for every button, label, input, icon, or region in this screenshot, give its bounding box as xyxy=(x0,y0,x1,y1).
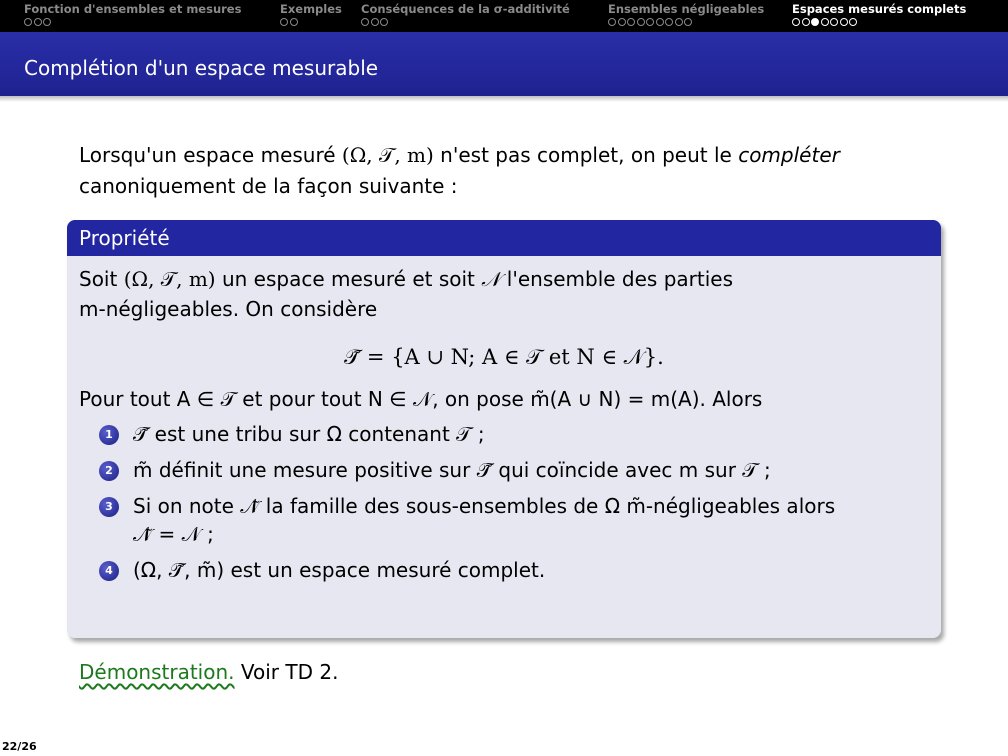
nav-dot[interactable] xyxy=(821,18,829,26)
frame-title: Complétion d'un espace mesurable xyxy=(24,56,379,80)
list-item xyxy=(79,556,929,584)
nav-dot[interactable] xyxy=(380,18,388,26)
nav-dot-current[interactable] xyxy=(811,18,819,26)
nav-dot[interactable] xyxy=(290,18,298,26)
list-item-text: (Ω, 𝒯̃, m̃) est un espace mesuré complet. xyxy=(133,558,546,582)
nav-dot[interactable] xyxy=(280,18,288,26)
nav-section-1[interactable] xyxy=(24,2,241,29)
nav-dot[interactable] xyxy=(646,18,654,26)
list-item xyxy=(79,456,929,484)
nav-dots xyxy=(280,16,342,29)
nav-dot[interactable] xyxy=(830,18,838,26)
block-title: Propriété xyxy=(79,226,170,250)
page-number: 22/26 xyxy=(2,740,37,753)
list-item xyxy=(79,492,929,548)
intro-text: n'est pas complet, on peut le xyxy=(433,143,739,167)
nav-dot[interactable] xyxy=(618,18,626,26)
block-title-bar xyxy=(67,220,941,256)
nav-dot[interactable] xyxy=(371,18,379,26)
intro-text: Lorsqu'un espace mesuré xyxy=(79,143,342,167)
nav-dot[interactable] xyxy=(608,18,616,26)
block-paragraph: Pour tout A ∈ 𝒯 et pour tout N ∈ 𝒩, on pose m̃(A ∪ N) = m(A). Alors xyxy=(79,387,763,411)
nav-dots xyxy=(24,16,241,29)
demonstration-text: Voir TD 2. xyxy=(234,660,339,684)
nav-dot[interactable] xyxy=(665,18,673,26)
enum-bullet: 3 xyxy=(99,497,119,517)
nav-dot[interactable] xyxy=(684,18,692,26)
block-body xyxy=(67,256,941,600)
nav-dot[interactable] xyxy=(361,18,369,26)
demonstration-label: Démonstration. xyxy=(79,660,235,684)
enum-bullet: 2 xyxy=(99,461,119,481)
block-text: Soit xyxy=(79,267,124,291)
nav-dot[interactable] xyxy=(849,18,857,26)
block-math: 𝒩 xyxy=(481,267,501,291)
nav-dot[interactable] xyxy=(637,18,645,26)
nav-dot[interactable] xyxy=(840,18,848,26)
nav-dot[interactable] xyxy=(24,18,32,26)
list-item-text: 𝒯̃ est une tribu sur Ω contenant 𝒯 ; xyxy=(133,422,485,446)
frame-title-bar xyxy=(0,32,1008,96)
demonstration xyxy=(79,660,338,684)
list-item xyxy=(79,420,929,448)
enum-bullet: 1 xyxy=(99,425,119,445)
block-paragraph: m-négligeables. On considère xyxy=(79,297,378,321)
list-item-text: m̃ définit une mesure positive sur 𝒯̃ qui coïncide avec m sur 𝒯 ; xyxy=(133,458,771,482)
nav-section-title: Exemples xyxy=(280,2,342,16)
intro-paragraph xyxy=(79,140,919,202)
property-list xyxy=(79,420,929,584)
property-block xyxy=(67,220,941,638)
nav-dot[interactable] xyxy=(802,18,810,26)
nav-section-title: Conséquences de la σ-additivité xyxy=(361,2,570,16)
intro-triple: (Ω, 𝒯, m) xyxy=(341,143,434,167)
nav-dots xyxy=(792,16,966,29)
section-navigation xyxy=(0,0,1008,32)
nav-dot[interactable] xyxy=(34,18,42,26)
enum-bullet: 4 xyxy=(99,561,119,581)
nav-dot[interactable] xyxy=(792,18,800,26)
intro-text: canoniquement de la façon suivante : xyxy=(79,174,458,198)
nav-section-title: Espaces mesurés complets xyxy=(792,2,967,16)
nav-section-5-active[interactable] xyxy=(792,2,966,29)
nav-dot[interactable] xyxy=(656,18,664,26)
display-equation: 𝒯̃ = {A ∪ N; A ∈ 𝒯 et N ∈ 𝒩}. xyxy=(344,345,664,369)
nav-section-3[interactable] xyxy=(361,2,570,29)
nav-section-title: Fonction d'ensembles et mesures xyxy=(24,2,242,16)
nav-dot[interactable] xyxy=(43,18,51,26)
nav-section-title: Ensembles négligeables xyxy=(608,2,765,16)
block-text: l'ensemble des parties xyxy=(500,267,734,291)
block-math: (Ω, 𝒯, m) xyxy=(123,267,216,291)
nav-dots xyxy=(608,16,764,29)
nav-section-2[interactable] xyxy=(280,2,342,29)
list-item-text: Si on note 𝒩̃ la famille des sous-ensembles de Ω m̃-négligeables alors xyxy=(133,494,836,518)
nav-dot[interactable] xyxy=(675,18,683,26)
intro-emphasis: compléter xyxy=(738,143,840,167)
nav-dot[interactable] xyxy=(627,18,635,26)
block-paragraph xyxy=(79,264,929,294)
block-text: un espace mesuré et soit xyxy=(215,267,482,291)
list-item-text: 𝒩̃ = 𝒩 ; xyxy=(133,522,214,546)
nav-section-4[interactable] xyxy=(608,2,764,29)
nav-dots xyxy=(361,16,570,29)
